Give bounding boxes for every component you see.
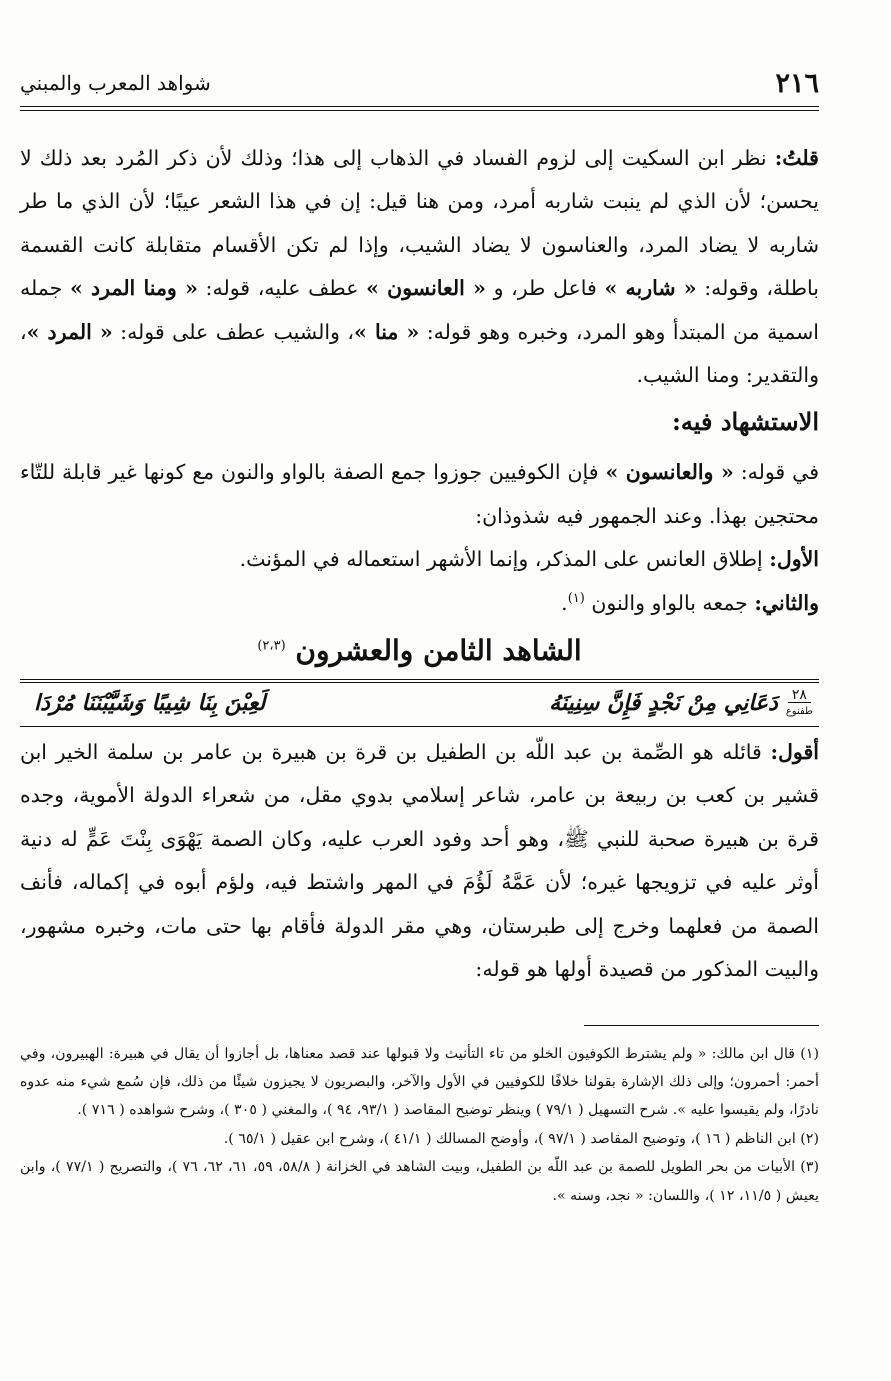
footnote-separator [584,1025,819,1026]
lead-word: والثاني: [754,590,819,615]
text-run: إطلاق العانس على المذكر، وإنما الأشهر استعماله في المؤنث. [239,547,770,572]
shahid-title-text: الشاهد الثامن والعشرون [295,634,582,668]
text-run: نظر ابن السكيت إلى لزوم الفساد في الذهاب إلى هذا؛ وذلك لأن ذكر المُرد بعد ذلك لا يحسن؛ لأن الذي لم ينبت شاربه أمرد، ومن هنا قيل: إن في هذا الشعر عيبًا؛ لأن الذي ما طر شاربه لا يضاد المرد، والعناسون لا يضاد الشيب، وإذا لم تكن الأقسام متقابلة كانت القسمة باطلة، وقوله: [20,146,819,301]
footnotes [20,1040,819,1210]
verse-line [20,679,819,727]
quoted-term: « المرد » [26,319,113,344]
quoted-term: « ومنا المرد » [69,276,198,301]
shahid-title [20,629,819,673]
text-run: فإن الكوفيين جوزوا جمع الصفة بالواو والنون مع كونها غير قابلة للتّاء محتجين بهذا. وعند الجمهور فيه شذوذان: [20,460,819,528]
body-text [20,137,819,1210]
section-heading: الاستشهاد فيه: [672,407,819,437]
text-run: جمعه بالواو والنون [584,590,755,615]
verse-number-value: ٢٨ [788,689,811,703]
text-run: فاعل طر، و [485,276,605,301]
text-run: ، والشيب عطف على قوله: [112,319,355,344]
hemistich-second: لَعِبْنَ بِنَا شِيبًا وَشَيَّبْنَنَا مُرْدَا [34,690,266,717]
text-run: . [561,590,568,615]
lead-word: الأول: [769,547,819,572]
footnote-1: (١) قال ابن مالك: « ولم يشترط الكوفيون الخلو من تاء التأنيث ولا قبولها عند قصد معناها، بل أجازوا أن يقال في هبيرة: الهبيرون، وفي أحمر: أحمرون؛ وإلى ذلك الإشارة بقولنا خلافًا للكوفيين في الأول والآخر، والبصريون لا يجيزون شيئًا من ذلك، فإن سُمع شيء منه عدوه نادرًا، ولم يقيسوا عليه ». شرح التسهيل ( ٧٩/١ ) وينظر توضيح المقاصد ( ٩٣/١، ٩٤ )، والمغني ( ٣٠٥ )، وشرح شواهده ( ٧١٦ ). [20,1045,819,1119]
lead-word: أقول: [770,740,819,765]
paragraph-qultu [20,137,819,397]
text-run: قائله هو الصِّمة بن عبد اللّه بن الطفيل بن قرة بن هبيرة بن عامر بن سلمة الخير ابن قشير بن كعب بن ربيعة بن عامر، شاعر إسلامي بدوي مقل، من شعراء الدولة الأموية، وجده قرة بن هبيرة صحبة للنبي ﷺ، وهو أحد وفود العرب عليه، وكان الصمة يَهْوَى بِنْتَ عَمٍّ له دنية أوثر عليه في تزويجها غيره؛ لأن عَمَّهُ لَؤُمَ في المهر واشتط فيه، ولؤم أبوه في إكماله، فأنف الصمة من فعلهما وخرج إلى طبرستان، وهي مقر الدولة فأقام بها حتى مات، وخبره مشهور، والبيت المذكور من قصيدة أولها هو قوله: [20,740,819,982]
paragraph-aqulu [20,731,819,991]
text-run: جمله اسمية من المبتدأ وهو المرد، وخبره وهو قوله: [20,276,819,344]
quoted-term: « شاربه » [604,276,697,301]
quoted-term: « العانسون » [366,276,486,301]
quoted-term: « والعانسون » [605,460,734,485]
paragraph-istishhad [20,451,819,538]
quoted-term: « منا » [354,319,420,344]
text-run: ، والتقدير: ومنا الشيب. [20,319,819,388]
hemistich-first: دَعَانِي مِنْ نَجْدٍ فَإِنَّ سِنِينَهُ [549,690,778,717]
footnote-ref[interactable]: (٢،٣) [257,638,286,654]
page-number: ٢١٦ [775,67,819,99]
lead-word: قلتُ: [774,146,819,170]
page-header [20,60,819,107]
running-title: شواهد المعرب والمبني [20,71,211,95]
verse-meter: طفنوع [785,705,813,717]
footnote-2: (٢) ابن الناظم ( ١٦ )، وتوضيح المقاصد ( ٩٧/١ )، وأوضح المسالك ( ٤١/١ )، وشرح ابن عقيل ( ٦٥/١ ). [223,1130,819,1147]
verse-number [785,686,813,718]
footnote-ref[interactable]: (١) [567,590,585,606]
verse-first-half [549,686,813,718]
paragraph-first [20,538,819,581]
paragraph-second [20,582,819,625]
footnote-3: (٣) الأبيات من بحر الطويل للصمة بن عبد اللّه بن الطفيل، وبيت الشاهد في الخزانة ( ٥٨/٨، ٥٩، ٦١، ٦٢، ٧٦ )، والتصريح ( ٧٧/١ )، وابن يعيش ( ١١/٥، ١٢ )، واللسان: « نجد، وسنه ». [20,1159,819,1204]
text-run: في قوله: [733,460,820,485]
text-run: عطف عليه، قوله: [197,276,367,301]
